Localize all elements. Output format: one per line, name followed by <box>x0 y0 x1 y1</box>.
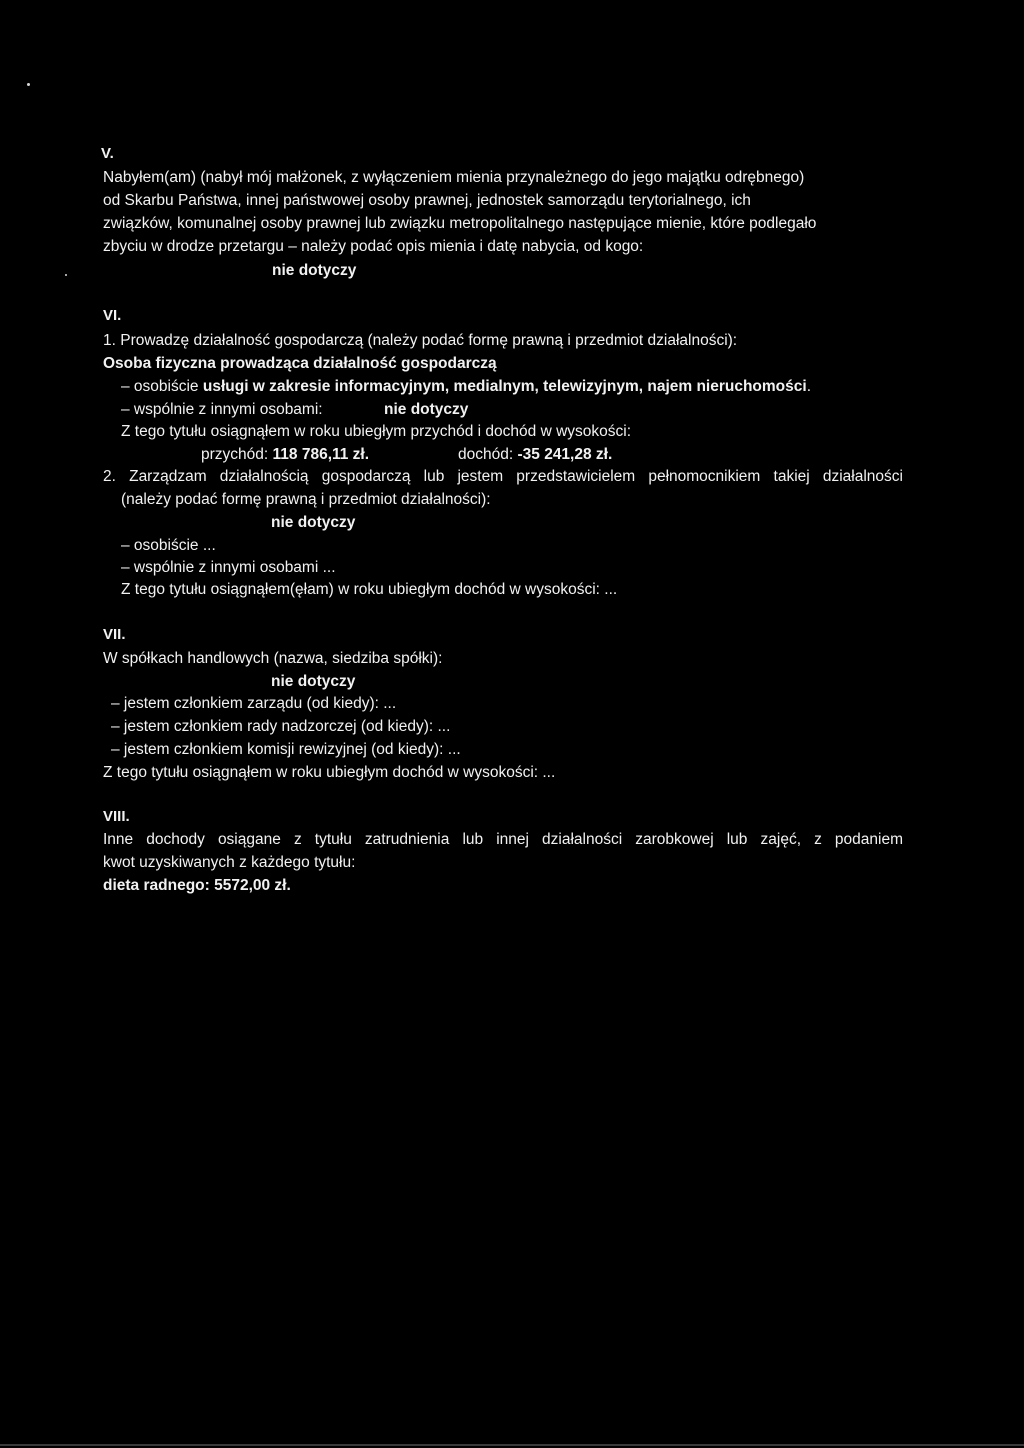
section-vi-item2-intro-line1: 2. Zarządzam działalnością gospodarczą lub jestem przedstawicielem pełnomocnikiem takiej działalności <box>103 468 903 485</box>
section-vi-income <box>458 444 612 465</box>
revenue-label: przychód: <box>201 446 269 463</box>
revenue-value: 118 786,11 zł. <box>272 446 370 463</box>
page-bottom-edge <box>0 1444 1024 1446</box>
section-vi-heading: VI. <box>103 307 122 324</box>
section-vi-item2-answer: nie dotyczy <box>271 514 356 531</box>
section-vi-jointly-value: nie dotyczy <box>384 401 469 418</box>
section-vii-intro: W spółkach handlowych (nazwa, siedziba spółki): <box>103 650 443 667</box>
section-vii-supervisory: – jestem członkiem rady nadzorczej (od kiedy): ... <box>111 718 451 735</box>
section-vi-item2-intro-line2: (należy podać formę prawną i przedmiot działalności): <box>121 491 491 508</box>
section-vii-heading: VII. <box>103 626 126 643</box>
income-label: dochód: <box>458 446 514 463</box>
section-vii-answer: nie dotyczy <box>271 673 356 690</box>
section-vi-item2-personally: – osobiście ... <box>121 537 216 554</box>
section-vii-income: Z tego tytułu osiągnąłem w roku ubiegłym dochód w wysokości: ... <box>103 764 556 781</box>
section-vi-business-form: Osoba fizyczna prowadząca działalność gospodarczą <box>103 355 497 372</box>
section-v-line-3: związków, komunalnej osoby prawnej lub związku metropolitalnego następujące mienie, które podlegało <box>103 215 817 232</box>
section-vi-jointly-label: – wspólnie z innymi osobami: <box>121 401 323 418</box>
section-viii-heading: VIII. <box>103 808 130 825</box>
section-vii-audit: – jestem członkiem komisji rewizyjnej (od kiedy): ... <box>111 741 461 758</box>
section-v-line-4: zbyciu w drodze przetargu – należy podać opis mienia i datę nabycia, od kogo: <box>103 238 644 255</box>
scan-speck <box>27 83 30 86</box>
section-vi-income-intro: Z tego tytułu osiągnąłem w roku ubiegłym przychód i dochód w wysokości: <box>121 423 632 440</box>
section-viii-intro-line1: Inne dochody osiągane z tytułu zatrudnienia lub innej działalności zarobkowej lub zajęć, z podaniem <box>103 831 903 848</box>
section-vii-board: – jestem członkiem zarządu (od kiedy): ... <box>111 695 397 712</box>
section-v-answer: nie dotyczy <box>272 262 357 279</box>
section-vi-item1-intro: 1. Prowadzę działalność gospodarczą (należy podać formę prawną i przedmiot działalności): <box>103 332 738 349</box>
section-vi-personally-row <box>121 376 811 397</box>
section-v-line-1: Nabyłem(am) (nabył mój małżonek, z wyłączeniem mienia przynależnego do jego majątku odrębnego) <box>103 169 805 186</box>
section-vi-personally-value: usługi w zakresie informacyjnym, medialnym, telewizyjnym, najem nieruchomości <box>202 378 807 395</box>
section-v-heading: V. <box>101 145 114 162</box>
section-v-line-2: od Skarbu Państwa, innej państwowej osoby prawnej, jednostek samorządu terytorialnego, ich <box>103 192 751 209</box>
section-vi-revenue <box>201 444 369 465</box>
section-vi-item2-jointly: – wspólnie z innymi osobami ... <box>121 559 336 576</box>
section-vi-personally-suffix: . <box>806 378 812 395</box>
scan-speck <box>65 274 67 276</box>
section-vi-personally-label: – osobiście <box>121 378 199 395</box>
section-viii-answer: dieta radnego: 5572,00 zł. <box>103 877 291 894</box>
income-value: -35 241,28 zł. <box>517 446 613 463</box>
section-viii-intro-line2: kwot uzyskiwanych z każdego tytułu: <box>103 854 356 871</box>
section-vi-item2-income: Z tego tytułu osiągnąłem(ęłam) w roku ubiegłym dochód w wysokości: ... <box>121 581 618 598</box>
